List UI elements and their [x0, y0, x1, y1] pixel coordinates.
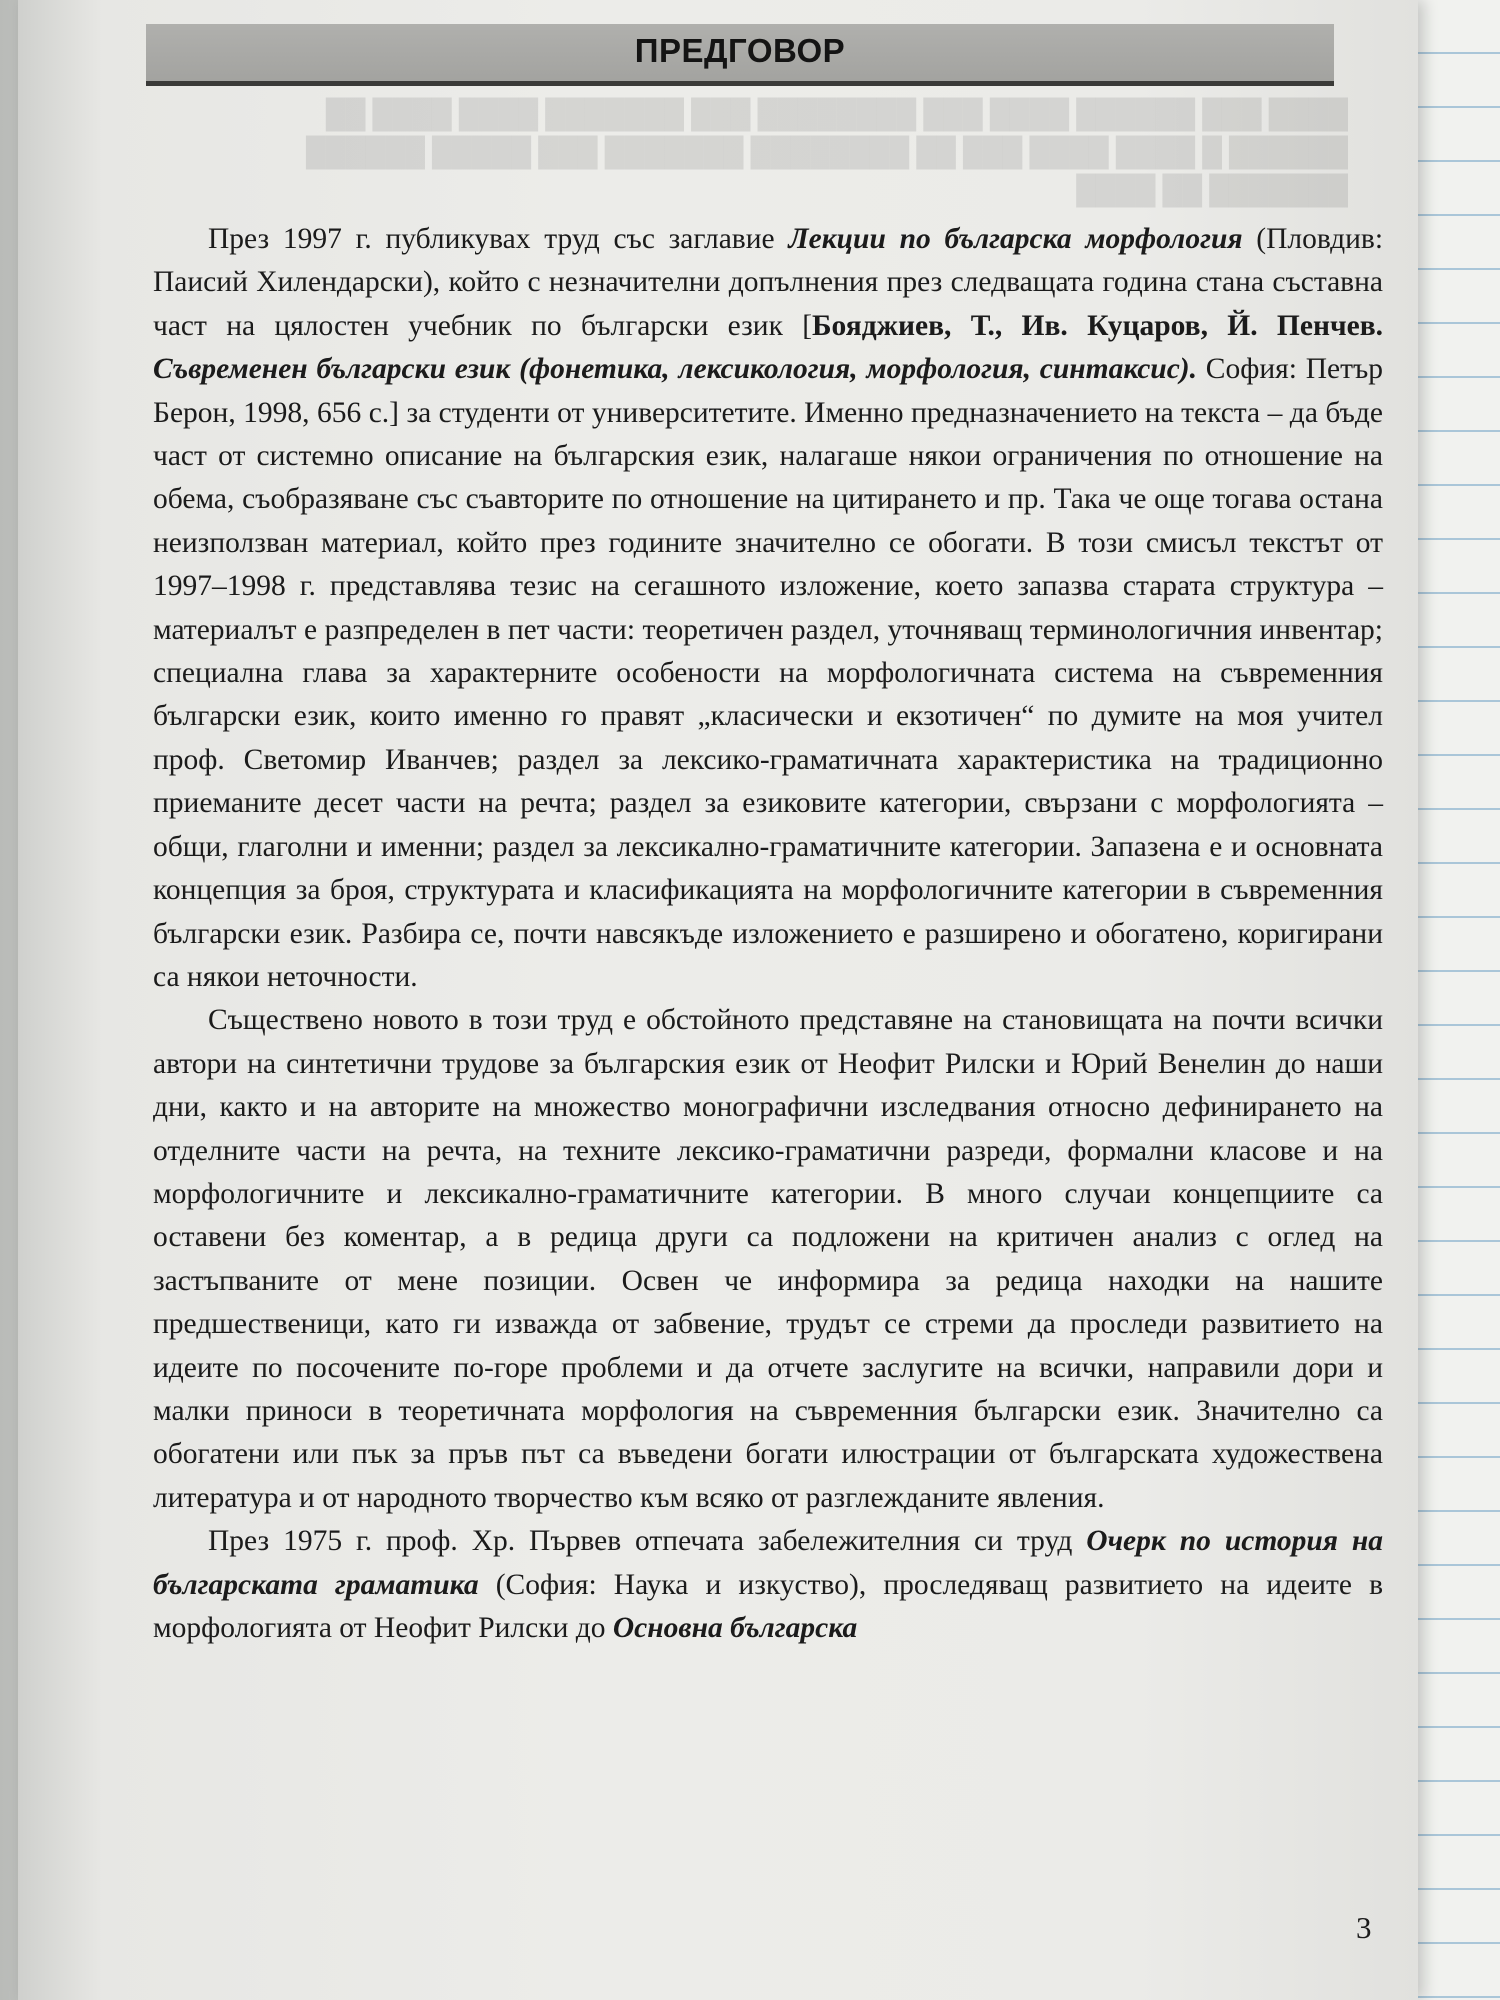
citation-authors: Бояджиев, Т., Ив. Куцаров, Й. Пенчев. — [812, 309, 1383, 342]
page-number: 3 — [1356, 1910, 1372, 1945]
paragraph-2 — [153, 999, 1383, 1520]
book-title-essay: Очерк по история на българската граматика — [153, 1525, 1384, 1601]
paragraph-1-text-2: (Пловдив: Паисий Хилендарски), който с незначителни допълнения през следващата година стана съставна част на цялостен учебник по български език [ — [153, 223, 1384, 342]
paragraph-1-text-3: София: Петър Берон, 1998, 656 с.] за студенти от университетите. Именно предназначението на текста – да бъде част от системно описание на българския език, налагаше някои ограничения по отношение на обема, съобразяване със съавторите по отношение на цитирането и пр. Така че още тогава остана неизползван материал, който през годините значително се обогати. В този смисъл текстът от 1997–1998 г. представлява тезис на сегашното изложение, което запазва старата структура – материалът е разпределен в пет части: теоретичен раздел, уточняващ терминологичния инвентар; специална глава за характерните особености на морфологичната система на съвременния български език, които именно го правят „класически и екзотичен“ по думите на моя учител проф. Светомир Иванчев; раздел за лексико-граматичната характеристика на традиционно приеманите десет части на речта; раздел за езиковите категории, свързани с морфологията – общи, глаголни и именни; раздел за лексикално-граматичните категории. Запазена е и основната концепция за броя, структурата и класификацията на морфологичните категории в съвременния български език. Разбира се, почти навсякъде изложението е разширено и обогатено, коригирани са някои неточности. — [153, 353, 1383, 993]
paragraph-1 — [153, 218, 1383, 999]
chapter-header-bar — [146, 24, 1334, 86]
body-text — [153, 218, 1383, 1650]
book-title-basic-grammar: Основна българска — [612, 1612, 858, 1644]
book-title-lectures: Лекции по българска морфология — [788, 223, 1243, 255]
paragraph-3-text-1: През 1975 г. проф. Хр. Първев отпечата забележителния си труд — [208, 1525, 1087, 1558]
book-page — [18, 0, 1418, 2000]
chapter-title: ПРЕДГОВОР — [634, 32, 846, 69]
paragraph-2-text: Съществено новото в този труд е обстойното представяне на становищата на почти всички автори на синтетични трудове за българския език от Неофит Рилски и Юрий Венелин до наши дни, както и на авторите на множество монографични изследвания относно дефинирането на отделните части на речта, на техните лексико-граматични разреди, формални класове и на морфологичните и лексикално-граматичните категории. В много случаи концепциите са оставени без коментар, а в редица други са подложени на критичен анализ с оглед на застъпваните от мене позиции. Освен че информира за редица находки на нашите предшественици, като ги изважда от забвение, трудът се стреми да проследи развитието на идеите по посочените по-горе проблеми и да отчете заслугите на всички, направили дори и малки приноси в теоретичната морфология на съвременния български език. Значително са обогатени или пък за пръв път са въведени богати илюстрации от българската художествена литература и от народното творчество към всяко от разглежданите явления. — [153, 1004, 1383, 1514]
show-through-text: ████ ███ ██████ ████ ███ ████████ ███ ███████ ████ ████ ██ ██████ █ ████ ████ ███ ██ ████████ ███████ ███ █████ ██████ ███████ ██ ████ — [305, 99, 1348, 206]
paragraph-3 — [153, 1520, 1383, 1650]
paragraph-3-text-2: (София: Наука и изкуство), проследяващ развитието на идеите в морфологията от Неофит Рилски до — [153, 1568, 1383, 1644]
paragraph-1-text-1: През 1997 г. публикувах труд със заглавие — [208, 223, 789, 255]
citation-title: Съвременен български език (фонетика, лексикология, морфология, синтаксис). — [153, 353, 1197, 386]
